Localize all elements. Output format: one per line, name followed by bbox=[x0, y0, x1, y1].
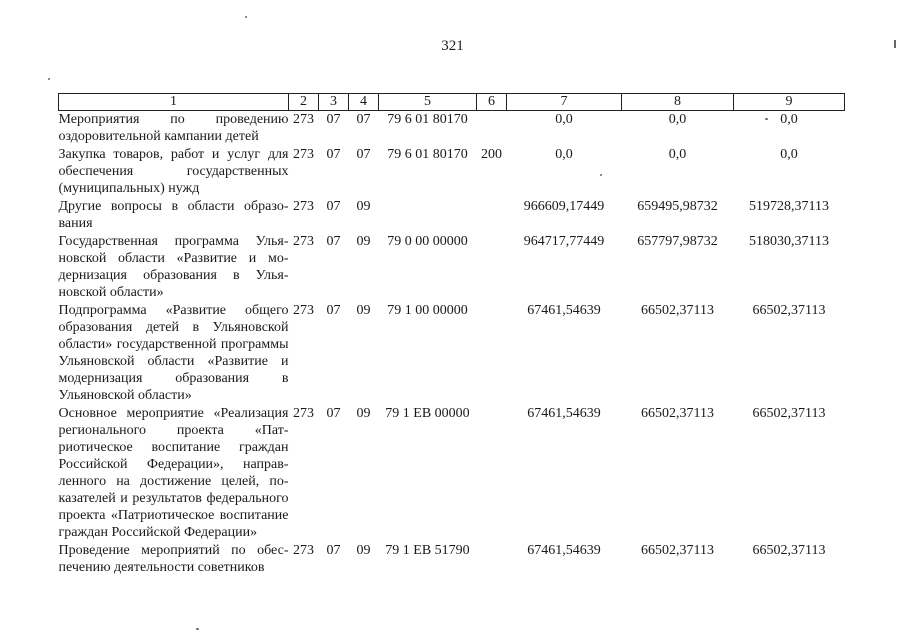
cell-col-9: 66502,37113 bbox=[752, 543, 826, 558]
row-name: Подпрограмма «Развитие общего образования детей в Ульяновской области» государственной программы Ульяновской области «Развитие и модернизация образования в Ульяновской области» bbox=[58, 303, 289, 403]
row-name: Закупка товаров, работ и услуг для обеспечения государственных (муниципальных) нужд bbox=[58, 147, 289, 196]
table-row bbox=[59, 405, 845, 542]
row-name: Проведение мероприятий по обеспечению деятельности советников bbox=[58, 543, 289, 575]
cell-col-4: 09 bbox=[356, 234, 371, 249]
cell-col-2: 273 bbox=[293, 199, 314, 214]
cell-col-8: 657797,98732 bbox=[637, 234, 718, 249]
table-body bbox=[59, 111, 845, 578]
table-row bbox=[59, 542, 845, 577]
header-col-2: 2 bbox=[289, 94, 319, 111]
cell-col-6 bbox=[477, 542, 507, 577]
cell-col-5: 79 1 00 00000 bbox=[387, 303, 468, 318]
header-col-9: 9 bbox=[734, 94, 845, 111]
scan-speck bbox=[48, 78, 50, 80]
cell-col-9: 66502,37113 bbox=[752, 303, 826, 318]
cell-col-2: 273 bbox=[293, 147, 314, 162]
header-col-4: 4 bbox=[349, 94, 379, 111]
cell-col-4: 09 bbox=[356, 199, 371, 214]
scan-speck bbox=[245, 16, 247, 18]
table-row bbox=[59, 198, 845, 233]
row-name: Другие вопросы в области образования bbox=[58, 199, 289, 231]
cell-col-5: 79 1 EB 51790 bbox=[385, 543, 470, 558]
cell-col-4: 09 bbox=[356, 303, 371, 318]
cell-col-2: 273 bbox=[293, 543, 314, 558]
row-name: Мероприятия по проведению оздоровительной кампании детей bbox=[58, 112, 289, 144]
cell-col-8: 0,0 bbox=[668, 112, 687, 127]
cell-col-6: 200 bbox=[481, 147, 502, 162]
table-row bbox=[59, 111, 845, 147]
cell-col-2: 273 bbox=[293, 234, 314, 249]
cell-col-6 bbox=[477, 111, 507, 147]
cell-col-7: 0,0 bbox=[555, 112, 573, 127]
row-name: Основное мероприятие «Реализация регионального проекта «Патриотическое воспитание граждан Российской Федерации», направленного на достижение целей, показателей и результатов федерального проекта «Патриотическое воспитание граждан Российской Федерации» bbox=[58, 406, 289, 540]
header-col-8: 8 bbox=[622, 94, 734, 111]
scan-speck bbox=[196, 628, 199, 630]
cell-col-7: 0,0 bbox=[555, 147, 573, 162]
header-col-6: 6 bbox=[477, 94, 507, 111]
cell-col-3: 07 bbox=[326, 234, 341, 249]
cell-col-9: 0,0 bbox=[780, 112, 798, 127]
cell-col-3: 07 bbox=[326, 543, 341, 558]
cell-col-8: 659495,98732 bbox=[637, 199, 718, 214]
cell-col-8: 0,0 bbox=[668, 147, 687, 162]
table-row bbox=[59, 233, 845, 302]
table-row bbox=[59, 302, 845, 405]
header-col-5: 5 bbox=[379, 94, 477, 111]
table-header bbox=[59, 94, 845, 111]
cell-col-7: 966609,17449 bbox=[523, 199, 605, 214]
page-number: 321 bbox=[441, 38, 464, 54]
cell-col-7: 67461,54639 bbox=[527, 406, 601, 421]
cell-col-5: 79 6 01 80170 bbox=[387, 112, 468, 127]
header-col-3: 3 bbox=[319, 94, 349, 111]
cell-col-3: 07 bbox=[326, 406, 341, 421]
cell-col-9: 519728,37113 bbox=[749, 199, 829, 214]
cell-col-4: 09 bbox=[356, 406, 371, 421]
cell-col-3: 07 bbox=[326, 199, 341, 214]
cell-col-3: 07 bbox=[326, 303, 341, 318]
cell-col-5: 79 6 01 80170 bbox=[387, 147, 468, 162]
budget-table bbox=[58, 93, 845, 577]
cell-col-8: 66502,37113 bbox=[641, 303, 714, 318]
cell-col-6 bbox=[477, 302, 507, 405]
cell-col-8: 66502,37113 bbox=[641, 406, 714, 421]
cell-col-6 bbox=[477, 198, 507, 233]
cell-col-2: 273 bbox=[293, 303, 314, 318]
cell-col-9: 0,0 bbox=[780, 147, 798, 162]
cell-col-5: 79 0 00 00000 bbox=[387, 234, 468, 249]
header-col-7: 7 bbox=[507, 94, 622, 111]
cell-col-7: 67461,54639 bbox=[527, 303, 601, 318]
cell-col-5 bbox=[379, 198, 477, 233]
cell-col-3: 07 bbox=[326, 147, 341, 162]
cell-col-4: 09 bbox=[356, 543, 371, 558]
cell-col-9: 66502,37113 bbox=[752, 406, 826, 421]
cell-col-2: 273 bbox=[293, 112, 314, 127]
scan-speck bbox=[894, 40, 896, 48]
cell-col-6 bbox=[477, 233, 507, 302]
cell-col-4: 07 bbox=[356, 112, 371, 127]
scan-speck bbox=[765, 118, 768, 120]
scan-speck bbox=[600, 174, 602, 176]
cell-col-4: 07 bbox=[356, 147, 371, 162]
header-col-1: 1 bbox=[59, 94, 289, 111]
table-row bbox=[59, 146, 845, 198]
cell-col-2: 273 bbox=[293, 406, 314, 421]
cell-col-8: 66502,37113 bbox=[641, 543, 714, 558]
cell-col-3: 07 bbox=[326, 112, 341, 127]
cell-col-6 bbox=[477, 405, 507, 542]
row-name: Государственная программа Ульяновской области «Развитие и модернизация образования в Ульяновской области» bbox=[58, 234, 289, 300]
cell-col-7: 67461,54639 bbox=[527, 543, 601, 558]
cell-col-7: 964717,77449 bbox=[523, 234, 605, 249]
cell-col-9: 518030,37113 bbox=[749, 234, 829, 249]
cell-col-5: 79 1 EB 00000 bbox=[385, 406, 470, 421]
